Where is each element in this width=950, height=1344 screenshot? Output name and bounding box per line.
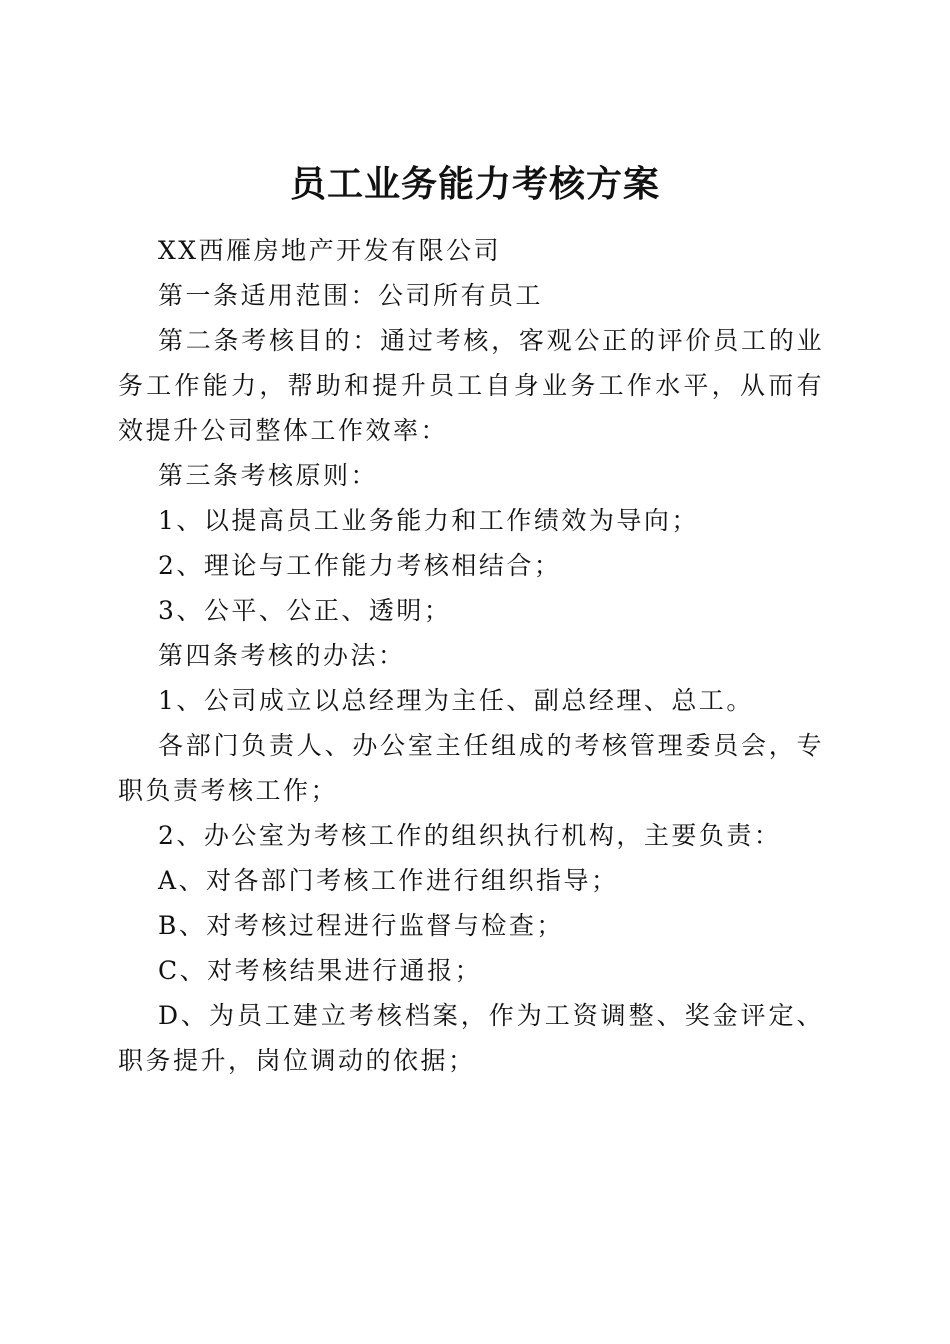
document-body bbox=[118, 228, 824, 1083]
article-3-heading: 第三条考核原则： bbox=[158, 461, 379, 490]
principle-item: 3、公平、公正、透明； bbox=[158, 596, 452, 625]
committee-paragraph: 各部门负责人、办公室主任组成的考核管理委员会，专职负责考核工作； bbox=[118, 731, 824, 805]
document-title: 员工业务能力考核方案 bbox=[289, 163, 660, 206]
principle-item: 2、理论与工作能力考核相结合； bbox=[158, 551, 562, 580]
responsibility-item: C、对考核结果进行通报； bbox=[158, 956, 483, 985]
responsibility-item: A、对各部门考核工作进行组织指导； bbox=[158, 866, 619, 895]
method-item: 1、公司成立以总经理为主任、副总经理、总工。 bbox=[158, 686, 754, 715]
company-name: XX西雁房地产开发有限公司 bbox=[158, 236, 502, 265]
article-1-scope: 第一条适用范围：公司所有员工 bbox=[158, 281, 544, 310]
method-item: 2、办公室为考核工作的组织执行机构，主要负责： bbox=[158, 821, 782, 850]
article-4-heading: 第四条考核的办法： bbox=[158, 641, 406, 670]
article-2-purpose: 第二条考核目的：通过考核，客观公正的评价员工的业务工作能力，帮助和提升员工自身业务工作水平，从而有效提升公司整体工作效率： bbox=[118, 326, 824, 445]
responsibility-item: B、对考核过程进行监督与检查； bbox=[158, 911, 564, 940]
responsibility-item: D、为员工建立考核档案，作为工资调整、奖金评定、职务提升，岗位调动的依据； bbox=[118, 1001, 824, 1075]
principle-item: 1、以提高员工业务能力和工作绩效为导向； bbox=[158, 506, 699, 535]
